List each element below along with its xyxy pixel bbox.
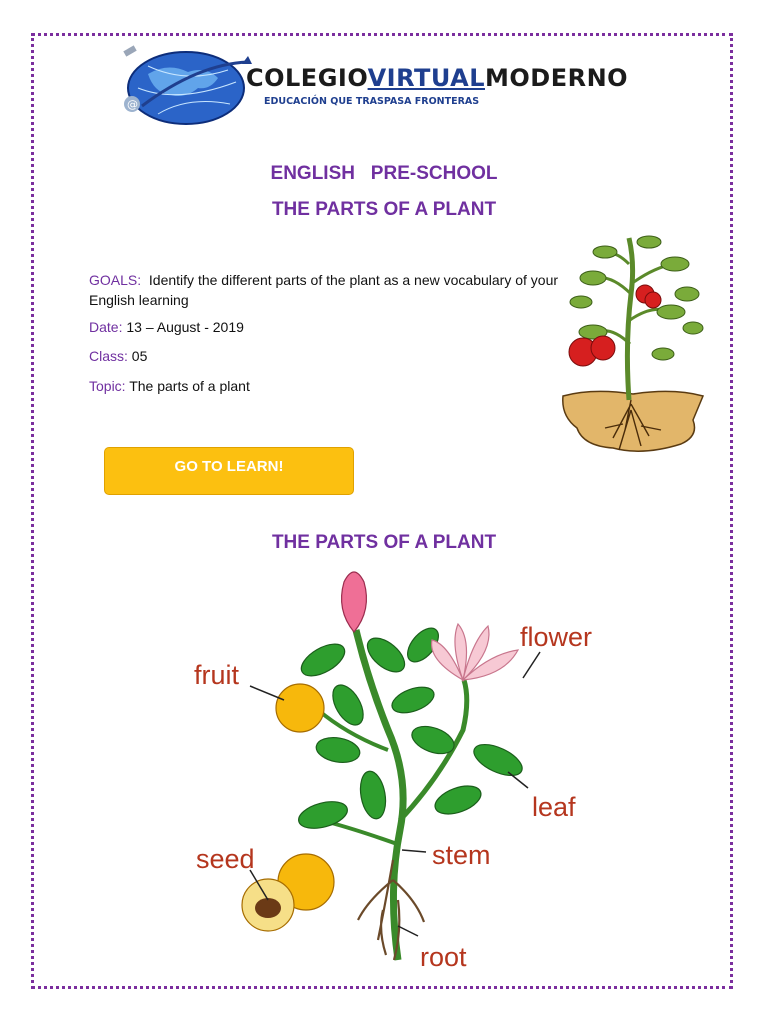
label-seed: seed [196,844,255,874]
fruit-shape [276,684,324,732]
goals-line [89,270,559,310]
leaf-shapes [296,623,527,833]
svg-text:@: @ [127,98,138,111]
flower-bud [342,572,367,632]
date-line [89,319,244,335]
label-root: root [420,942,467,970]
page-title: THE PARTS OF A PLANT [271,199,497,220]
logo-tagline: EDUCACIÓN QUE TRASPASA FRONTERAS [264,96,480,107]
globe-logo-icon [118,44,253,130]
class-line [89,348,147,364]
label-flower: flower [520,622,593,652]
topic-label: Topic: [89,378,126,394]
date-value: 13 – August - 2019 [126,319,244,335]
label-fruit: fruit [194,660,240,690]
subject-heading: ENGLISH PRE-SCHOOL [270,163,498,184]
tomato-plant-illustration [553,224,715,460]
topic-value: The parts of a plant [129,378,250,394]
plant-parts-diagram [188,560,608,970]
class-label: Class: [89,348,128,364]
goals-label: GOALS: [89,272,142,288]
seed-shape [255,898,281,918]
flower-shape [432,624,518,680]
date-label: Date: [89,319,123,335]
class-value: 05 [131,348,148,364]
logo-school-name: COLEGIOVIRTUALMODERNO [246,64,629,92]
section-title: THE PARTS OF A PLANT [271,532,497,553]
label-stem: stem [432,840,491,870]
go-to-learn-button[interactable]: GO TO LEARN! [104,447,354,495]
topic-line [89,378,250,394]
label-leaf: leaf [532,792,576,822]
school-logo [118,44,648,130]
goals-text: Identify the different parts of the plant as a new vocabulary of your English learning [89,272,559,308]
